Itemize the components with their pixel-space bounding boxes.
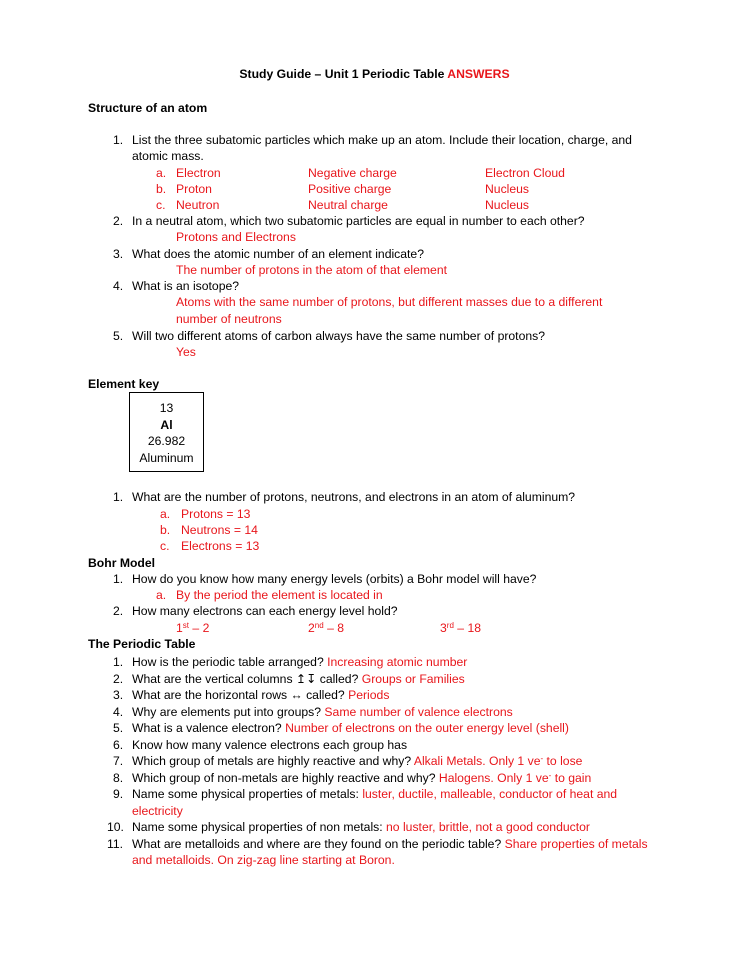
q-number: 4. [113, 279, 124, 293]
qa-line: What are the horizontal rows ↔ called? Periods [132, 688, 390, 702]
q-number: 3. [113, 688, 124, 702]
answer-text: Protons = 13 [181, 507, 251, 521]
answer-text: Electrons = 13 [181, 539, 260, 553]
list-letter: c. [156, 198, 166, 212]
answer-text: number of neutrons [176, 312, 282, 326]
answer-continuation: and metalloids. On zig-zag line starting at Boron. [132, 853, 395, 867]
list-letter: c. [160, 539, 170, 553]
question-text: What are the number of protons, neutrons, and electrons in an atom of aluminum? [132, 490, 576, 504]
q-number: 1. [113, 133, 124, 147]
particle-location: Nucleus [485, 182, 530, 196]
particle-location: Nucleus [485, 198, 530, 212]
qa-line: How is the periodic table arranged? Increasing atomic number [132, 655, 468, 669]
qa-line: Which group of non-metals are highly reactive and why? Halogens. Only 1 ve- to gain [132, 771, 592, 785]
element-symbol: Al [160, 417, 173, 432]
list-letter: a. [156, 166, 167, 180]
question-text: List the three subatomic particles which make up an atom. Include their location, charge, and [132, 133, 632, 147]
answer-text: Neutrons = 14 [181, 523, 258, 537]
qa-line: Why are elements put into groups? Same number of valence electrons [132, 705, 513, 719]
element-name: Aluminum [139, 450, 194, 465]
list-letter: a. [160, 507, 171, 521]
qa-line: Name some physical properties of metals: luster, ductile, malleable, conductor of heat and [132, 787, 618, 801]
q-number: 4. [113, 705, 124, 719]
particle-charge: Neutral charge [308, 198, 388, 212]
list-letter: a. [156, 588, 167, 602]
q-number: 9. [113, 787, 124, 801]
qa-line: What are the vertical columns ↥↧ called? Groups or Families [132, 672, 465, 686]
answer-continuation: electricity [132, 804, 183, 818]
particle-name: Electron [176, 166, 221, 180]
particle-charge: Negative charge [308, 166, 397, 180]
answer-text: Atoms with the same number of protons, but different masses due to a different [176, 295, 603, 309]
page-title: Study Guide – Unit 1 Periodic Table ANSWERS [239, 67, 510, 81]
q-number: 5. [113, 721, 124, 735]
particle-charge: Positive charge [308, 182, 392, 196]
qa-line: What is a valence electron? Number of electrons on the outer energy level (shell) [132, 721, 569, 735]
q-number: 6. [113, 738, 124, 752]
list-letter: b. [156, 182, 167, 196]
qa-line: What are metalloids and where are they found on the periodic table? Share properties of metals [132, 837, 648, 851]
q-number: 11. [107, 837, 124, 851]
answer-text: Protons and Electrons [176, 230, 296, 244]
list-letter: b. [160, 523, 171, 537]
atomic-number: 13 [159, 401, 174, 415]
q-number: 7. [113, 754, 124, 768]
section-heading-bohr: Bohr Model [88, 556, 156, 570]
element-key-box [129, 392, 204, 472]
qa-line: Which group of metals are highly reactive and why? Alkali Metals. Only 1 ve- to lose [132, 754, 583, 768]
question-text: What does the atomic number of an element indicate? [132, 247, 424, 261]
qa-line: Name some physical properties of non metals: no luster, brittle, not a good conductor [132, 820, 590, 834]
q-number: 2. [113, 672, 124, 686]
question-text: What is an isotope? [132, 279, 240, 293]
particle-name: Neutron [176, 198, 220, 212]
q-number: 3. [113, 247, 124, 261]
answer-text: Yes [176, 345, 196, 359]
q-number: 5. [113, 329, 124, 343]
question-text: How many electrons can each energy level hold? [132, 604, 398, 618]
energy-level-2: 2nd – 8 [308, 621, 345, 635]
question-text: Will two different atoms of carbon always have the same number of protons? [132, 329, 546, 343]
answer-text: The number of protons in the atom of that element [176, 263, 447, 277]
energy-level-1: 1st – 2 [176, 621, 210, 635]
section-heading-structure: Structure of an atom [88, 101, 208, 115]
q-number: 10. [107, 820, 124, 834]
question-text: In a neutral atom, which two subatomic particles are equal in number to each other? [132, 214, 585, 228]
q-number: 8. [113, 771, 124, 785]
atomic-mass: 26.982 [147, 434, 186, 448]
qa-line: Know how many valence electrons each group has [132, 738, 408, 752]
q-number: 1. [113, 490, 124, 504]
q-number: 2. [113, 604, 124, 618]
answer-text: By the period the element is located in [176, 588, 383, 602]
particle-name: Proton [176, 182, 212, 196]
section-heading-element-key: Element key [88, 377, 160, 391]
section-heading-periodic-table: The Periodic Table [88, 637, 196, 651]
q-number: 1. [113, 655, 124, 669]
energy-level-3: 3rd – 18 [440, 621, 482, 635]
particle-location: Electron Cloud [485, 166, 565, 180]
answers-label: ANSWERS [447, 67, 510, 81]
question-text: atomic mass. [132, 149, 204, 163]
question-text: How do you know how many energy levels (orbits) a Bohr model will have? [132, 572, 537, 586]
q-number: 2. [113, 214, 124, 228]
q-number: 1. [113, 572, 124, 586]
